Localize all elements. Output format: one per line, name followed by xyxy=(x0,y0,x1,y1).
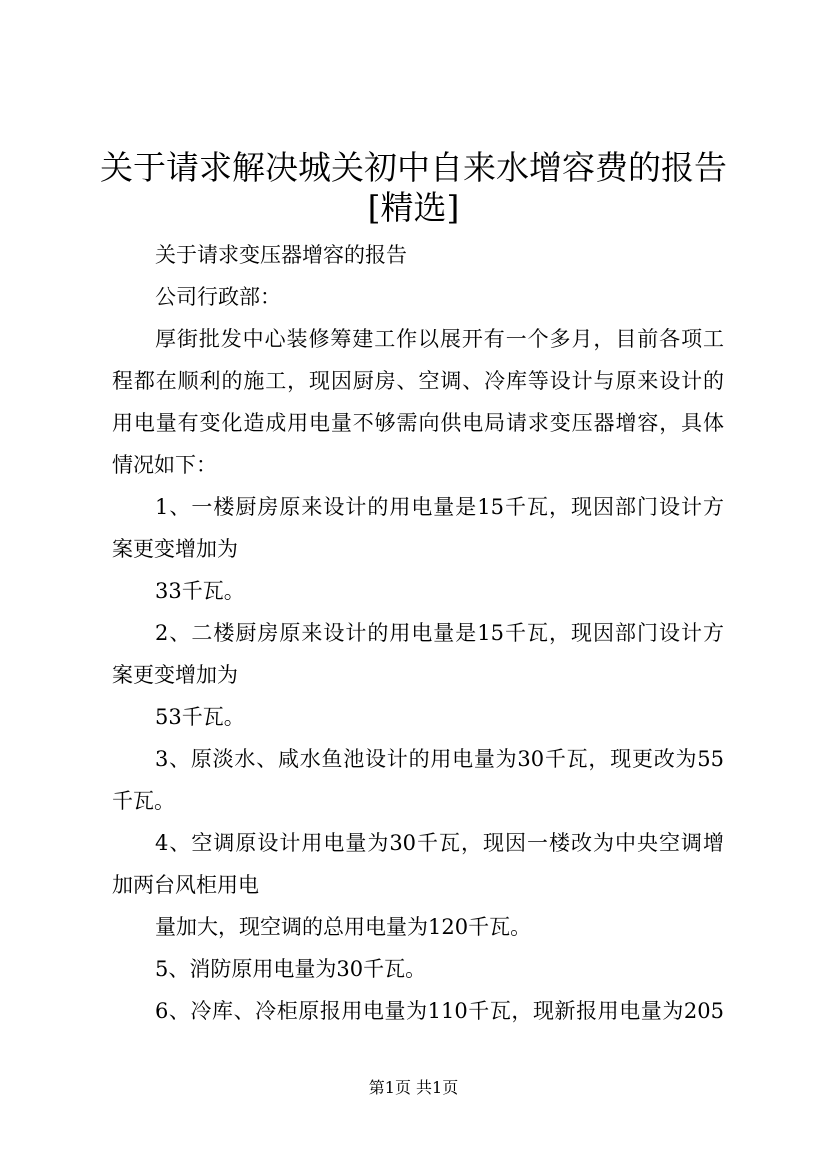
body-line: 公司行政部： xyxy=(155,285,281,309)
body-line: 加两台风柜用电 xyxy=(112,873,259,897)
body-line: 用电量有变化造成用电量不够需向供电局请求变压器增容，具体 xyxy=(112,411,724,435)
body-line: 量加大，现空调的总用电量为120千瓦。 xyxy=(155,915,532,939)
body-line: 情况如下： xyxy=(112,453,217,477)
body-line: 厚街批发中心装修筹建工作以展开有一个多月，目前各项工 xyxy=(155,327,724,351)
page-footer: 第1页 共1页 xyxy=(368,1078,459,1097)
body-line: 程都在顺利的施工，现因厨房、空调、冷库等设计与原来设计的 xyxy=(112,369,724,393)
body-line: 4、空调原设计用电量为30千瓦，现因一楼改为中央空调增 xyxy=(155,831,724,855)
body-line: 2、二楼厨房原来设计的用电量是15千瓦，现因部门设计方 xyxy=(155,621,724,645)
body-line: 5、消防原用电量为30千瓦。 xyxy=(155,957,427,981)
document-title-suffix: [精选] xyxy=(367,188,460,227)
body-line: 1、一楼厨房原来设计的用电量是15千瓦，现因部门设计方 xyxy=(155,495,724,519)
body-line: 3、原淡水、咸水鱼池设计的用电量为30千瓦，现更改为55 xyxy=(155,747,724,771)
body-line: 关于请求变压器增容的报告 xyxy=(155,243,407,267)
body-line: 6、冷库、冷柜原报用电量为110千瓦，现新报用电量为205 xyxy=(155,999,724,1023)
body-line: 53千瓦。 xyxy=(155,705,245,729)
document-title: 关于请求解决城关初中自来水增容费的报告 xyxy=(100,148,727,187)
body-line: 千瓦。 xyxy=(112,789,175,813)
body-line: 案更变增加为 xyxy=(112,663,238,687)
body-line: 33千瓦。 xyxy=(155,579,245,603)
body-line: 案更变增加为 xyxy=(112,537,238,561)
